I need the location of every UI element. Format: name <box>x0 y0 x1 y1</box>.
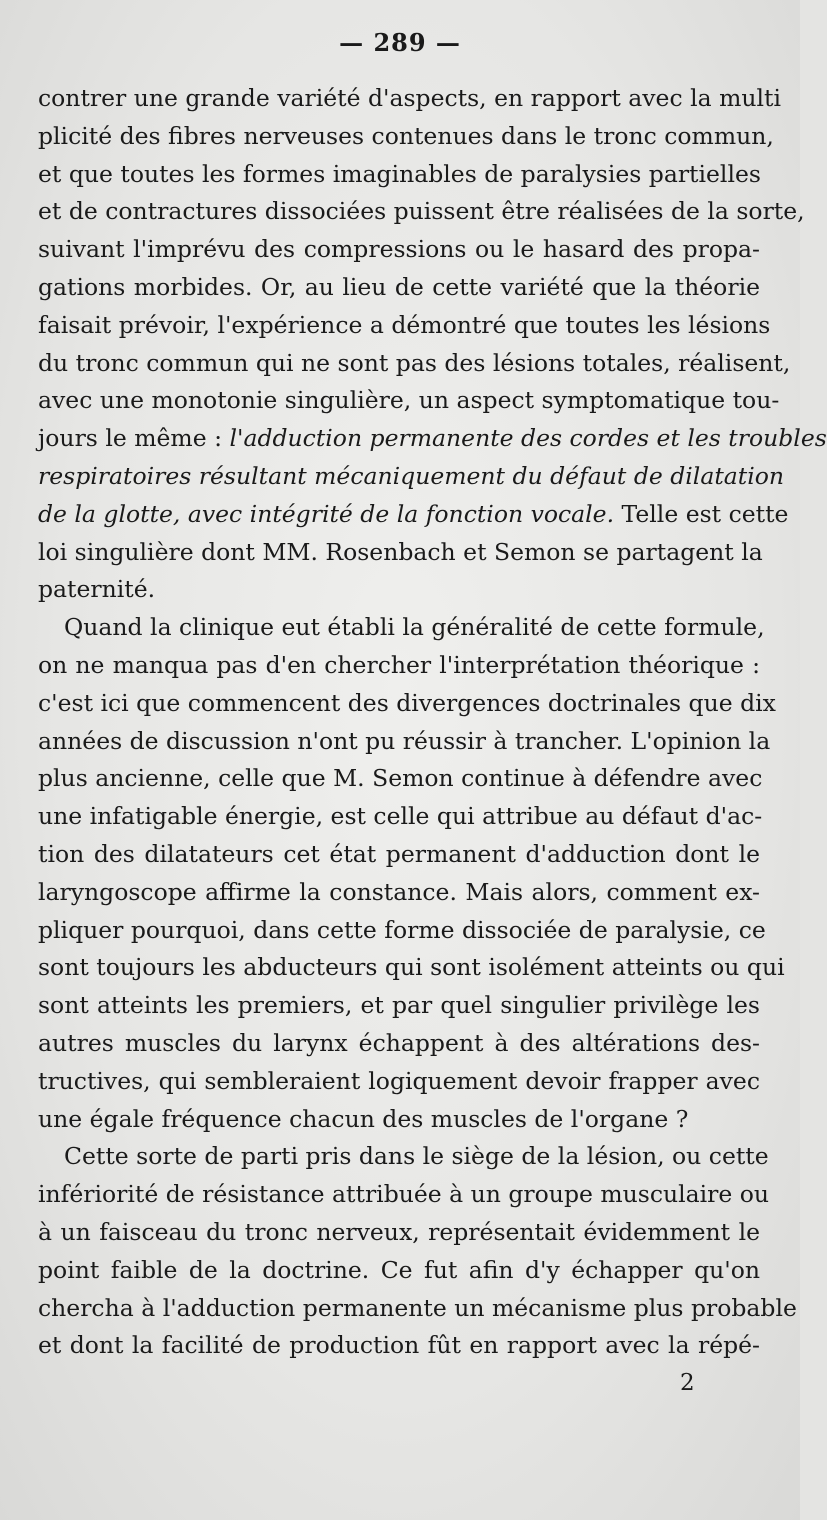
text-segment: une infatigable énergie, est celle qui attribue au défaut d'ac- <box>38 802 763 831</box>
text-segment: suivant l'imprévu des compressions ou le hasard des propa- <box>38 235 760 264</box>
text-line <box>38 156 760 194</box>
text-segment: laryngoscope affirme la constance. Mais alors, comment ex- <box>38 877 760 906</box>
text-line <box>38 798 763 836</box>
text-line <box>38 723 771 761</box>
text-segment: autres muscles du larynx échappent à des altérations des- <box>38 1028 760 1057</box>
text-line <box>38 685 776 723</box>
text-segment: loi singulière dont MM. Rosenbach et Semon se partagent la <box>38 537 763 566</box>
text-segment: du tronc commun qui ne sont pas des lésions totales, réalisent, <box>38 348 791 377</box>
text-segment: faisait prévoir, l'expérience a démontré que toutes les lésions <box>38 310 771 339</box>
text-segment: c'est ici que commencent des divergences doctrinales que dix <box>38 688 776 717</box>
text-line <box>38 534 763 572</box>
text-line <box>38 1025 760 1063</box>
body-text <box>38 80 827 1365</box>
text-segment: sont toujours les abducteurs qui sont isolément atteints ou qui <box>38 953 785 982</box>
text-segment: Quand la clinique eut établi la généralité de cette formule, <box>64 613 765 642</box>
text-line <box>38 912 766 950</box>
text-line <box>38 609 765 647</box>
text-segment: tion des dilatateurs cet état permanent d'adduction dont le <box>38 839 760 868</box>
text-segment: sont atteints les premiers, et par quel singulier privilège les <box>38 991 760 1020</box>
text-line <box>38 1176 770 1214</box>
text-segment: et dont la facilité de production fût en rapport avec la répé- <box>38 1331 760 1360</box>
text-line <box>38 949 785 987</box>
text-segment: une égale fréquence chacun des muscles de l'organe ? <box>38 1104 689 1133</box>
text-line <box>38 1290 797 1328</box>
text-segment: pliquer pourquoi, dans cette forme dissociée de paralysie, ce <box>38 915 766 944</box>
text-segment: infériorité de résistance attribuée à un groupe musculaire ou <box>38 1180 770 1209</box>
text-segment: paternité. <box>38 575 156 604</box>
text-segment: plicité des fibres nerveuses contenues dans le tronc commun, <box>38 121 774 150</box>
text-segment: à un faisceau du tronc nerveux, représentait évidemment le <box>38 1217 760 1246</box>
text-segment: on ne manqua pas d'en chercher l'interprétation théorique : <box>38 650 760 679</box>
text-segment: plus ancienne, celle que M. Semon continue à défendre avec <box>38 764 763 793</box>
text-segment: années de discussion n'ont pu réussir à trancher. L'opinion la <box>38 726 771 755</box>
text-line <box>38 571 760 609</box>
text-line <box>38 80 781 118</box>
text-segment: chercha à l'adduction permanente un mécanisme plus probable <box>38 1293 797 1322</box>
text-segment: contrer une grande variété d'aspects, en rapport avec la multi <box>38 84 781 112</box>
text-segment: jours le même : <box>38 424 230 453</box>
text-segment: Telle est cette <box>614 499 789 528</box>
text-line <box>38 987 760 1025</box>
signature-mark: 2 <box>680 1370 695 1396</box>
text-segment: tructives, qui sembleraient logiquement devoir frapper avec <box>38 1066 760 1095</box>
italic-text: respiratoires résultant mécaniquement du défaut de dilatation <box>38 461 785 490</box>
text-segment: Cette sorte de parti pris dans le siège de la lésion, ou cette <box>64 1142 769 1171</box>
text-line <box>38 836 760 874</box>
text-line <box>38 1138 769 1176</box>
text-line <box>38 345 791 383</box>
text-line <box>38 193 805 231</box>
italic-text: l'adduction permanente des cordes et les troubles <box>229 424 827 453</box>
page-number: — 289 — <box>339 28 461 57</box>
text-line <box>38 1101 760 1139</box>
text-line <box>38 496 789 534</box>
text-segment: avec une monotonie singulière, un aspect symptomatique tou- <box>38 386 780 415</box>
text-line <box>38 1214 760 1252</box>
text-line <box>38 1252 760 1290</box>
italic-text: de la glotte, avec intégrité de la fonction vocale. <box>38 499 615 528</box>
text-segment: point faible de la doctrine. Ce fut afin d'y échapper qu'on <box>38 1255 760 1284</box>
text-segment: et que toutes les formes imaginables de paralysies partielles <box>38 159 761 188</box>
text-line <box>38 1063 760 1101</box>
text-line <box>38 647 760 685</box>
text-line <box>38 269 760 307</box>
text-segment: et de contractures dissociées puissent être réalisées de la sorte, <box>38 197 805 226</box>
text-line <box>38 874 760 912</box>
text-line <box>38 458 785 496</box>
text-line <box>38 1327 760 1365</box>
text-line <box>38 118 774 156</box>
text-line <box>38 382 780 420</box>
text-line <box>38 307 771 345</box>
text-segment: gations morbides. Or, au lieu de cette variété que la théorie <box>38 272 760 301</box>
text-line <box>38 420 827 458</box>
text-line <box>38 760 763 798</box>
text-line <box>38 231 760 269</box>
